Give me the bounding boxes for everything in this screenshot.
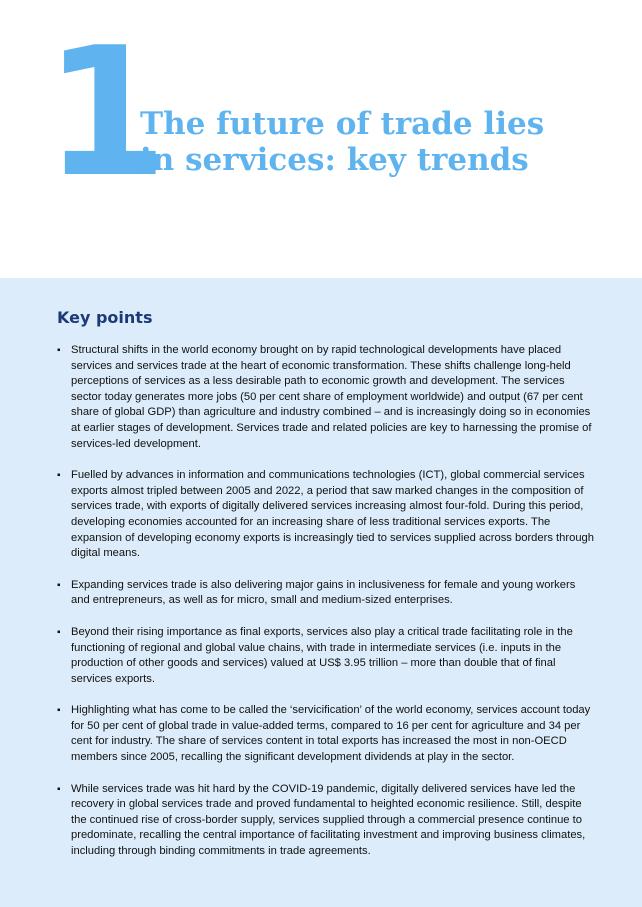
key-point-item <box>57 343 597 452</box>
chapter-title <box>140 106 544 178</box>
bullet-icon: ▪ <box>57 783 61 795</box>
bullet-icon: ▪ <box>57 705 61 717</box>
bullet-icon: ▪ <box>57 579 61 591</box>
chapter-header <box>0 0 642 278</box>
chapter-title-line-2: in services: key trends <box>140 142 529 178</box>
key-point-text: Expanding services trade is also delivering major gains in inclusiveness for female and young workers and entrepreneurs, as well as for micro, small and medium-sized enterprises. <box>71 578 576 607</box>
chapter-title-line-1: The future of trade lies <box>140 106 545 142</box>
key-point-text: Fuelled by advances in information and communications technologies (ICT), global commercial services exports almost tripled between 2005 and 2022, a period that saw marked changes in the composition of services trade, with exports of digitally delivered services increasing almost four-fold. During this period, developing economies accounted for an increasing share of less traditional services exports. The expansion of developing economy exports is increasingly tied to services supplied across borders through digital means. <box>71 469 594 560</box>
key-point-item <box>57 782 597 860</box>
key-point-text: Structural shifts in the world economy brought on by rapid technological developments have placed services and services trade at the heart of economic transformation. These shifts challenge long-held perceptions of services as a less desirable path to economic growth and development. The services sector today generates more jobs (50 per cent share of employment worldwide) and output (67 per cent share of global GDP) than agriculture and industry combined – and is increasingly doing so in economies at earlier stages of development. Services trade and related policies are key to harnessing the promise of services-led development. <box>71 344 592 450</box>
key-point-text: Beyond their rising importance as final exports, services also play a critical trade facilitating role in the functioning of regional and global value chains, with trade in intermediate services (i.e. inputs in the production of other goods and services) valued at US$ 3.95 trillion – more than double that of final services exports. <box>71 625 573 685</box>
key-points-panel <box>0 278 642 907</box>
chapter-number: 1 <box>44 9 162 216</box>
key-points-heading: Key points <box>57 308 153 327</box>
key-point-item <box>57 625 597 687</box>
key-point-item <box>57 703 597 765</box>
key-points-list <box>57 343 597 876</box>
bullet-icon: ▪ <box>57 345 61 356</box>
bullet-icon: ▪ <box>57 470 61 482</box>
key-point-item <box>57 578 597 609</box>
key-point-text: Highlighting what has come to be called the ‘servicification’ of the world economy, services account today for 50 per cent of global trade in value-added terms, compared to 16 per cent for agriculture and 34 per cent for industry. The share of services content in total exports has increased the most in non-OECD members since 2005, recalling the significant development dividends at play in the sector. <box>71 704 591 764</box>
key-point-text: While services trade was hit hard by the COVID-19 pandemic, digitally delivered services have led the recovery in global services trade and proved fundamental to heighted economic resilience. Still, despite the continued rise of cross-border supply, services supplied through a commercial presence continue to predominate, recalling the central importance of facilitating investment and improving business climates, including through binding commitments in trade agreements. <box>71 782 586 858</box>
bullet-icon: ▪ <box>57 626 61 638</box>
key-point-item <box>57 468 597 562</box>
